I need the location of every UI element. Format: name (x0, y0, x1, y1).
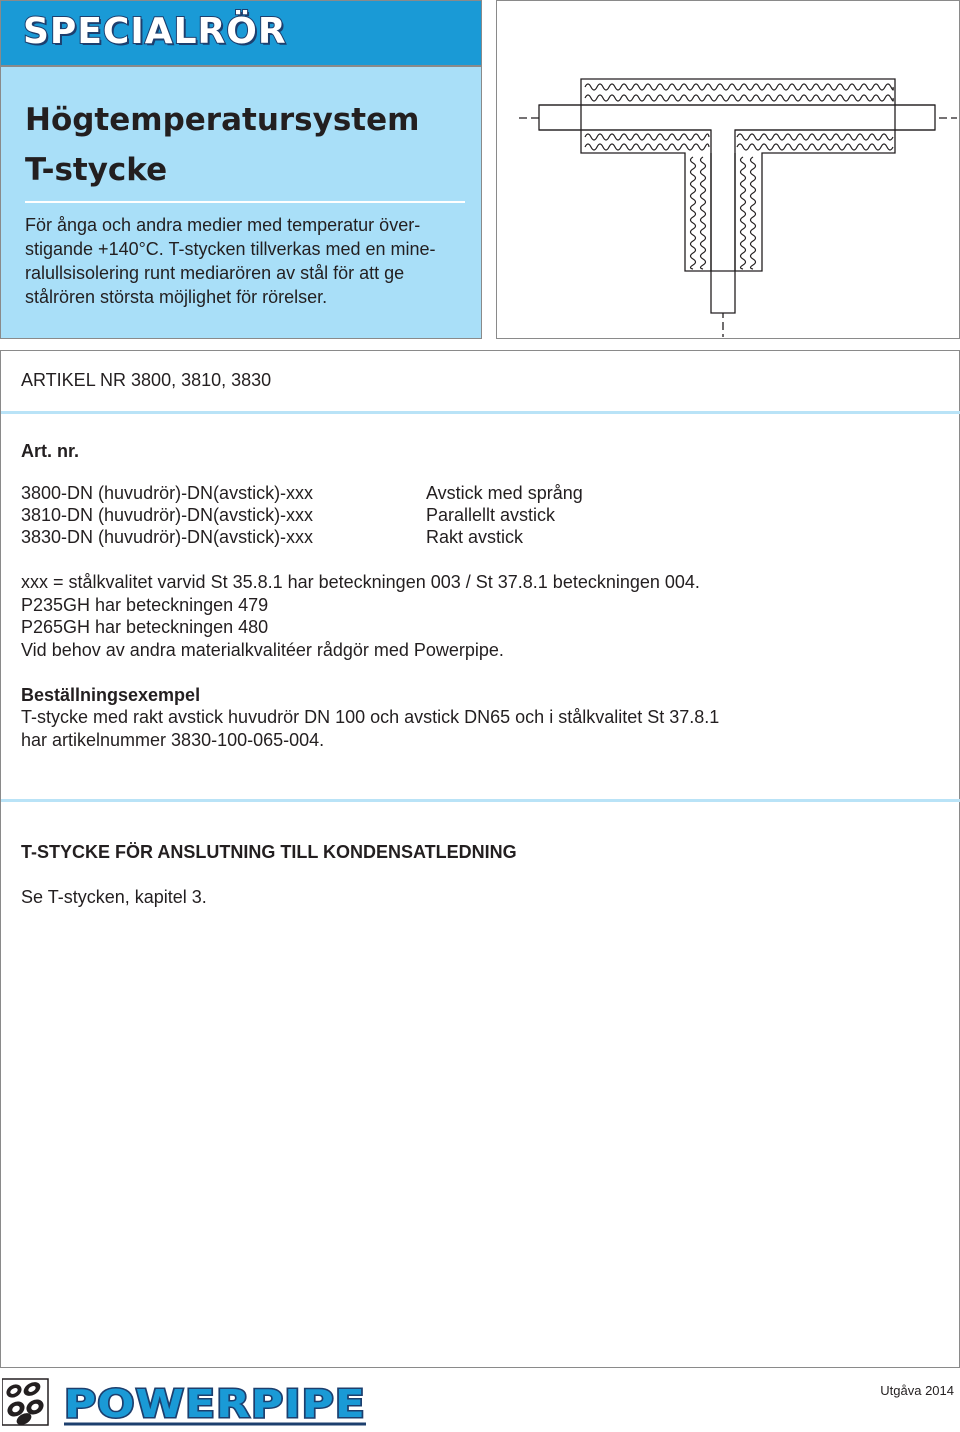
t-piece-drawing (496, 0, 960, 339)
section-divider (1, 799, 960, 802)
art-nr-label: Art. nr. (21, 441, 80, 461)
content-box (0, 350, 960, 1368)
article-desc: Parallellt avstick (426, 505, 556, 525)
insulation-wave (737, 134, 893, 140)
intro-line: stigande +140°C. T-stycken tillverkas med en mine- (25, 239, 436, 259)
insulation-wave (701, 157, 706, 269)
intro-divider (25, 201, 465, 203)
insulation-wave (737, 144, 893, 150)
example-line: T-stycke med rakt avstick huvudrör DN 100 och avstick DN65 och i stålkvalitet St 37.8.1 (21, 707, 720, 727)
section-title-bar (0, 0, 482, 66)
article-desc: Rakt avstick (426, 527, 524, 547)
insulation-wave (585, 84, 893, 90)
section-title: SPECIALRÖR (23, 11, 287, 52)
article-desc: Avstick med språng (426, 483, 583, 503)
insulation-wave (691, 157, 696, 269)
logo-graphic (2, 1377, 372, 1427)
insulation-wave (741, 157, 746, 269)
intro-line: För ånga och andra medier med temperatur över- (25, 215, 421, 235)
product-title-line2: T-stycke (25, 152, 168, 188)
article-code: 3810-DN (huvudrör)-DN(avstick)-xxx (21, 505, 314, 525)
article-code: 3830-DN (huvudrör)-DN(avstick)-xxx (21, 527, 314, 547)
logo-text: POWERPIPE (64, 1382, 366, 1426)
intro-line: ralullsisolering runt mediarören av stål för att ge (25, 263, 405, 283)
intro-line: stålrören största möjlighet för rörelser. (25, 287, 328, 307)
note-line: Vid behov av andra materialkvalitéer rådgör med Powerpipe. (21, 640, 504, 660)
insulation-wave (585, 134, 709, 140)
t-piece-diagram (497, 1, 960, 340)
insulation-wave (751, 157, 756, 269)
note-line: xxx = stålkvalitet varvid St 35.8.1 har beteckningen 003 / St 37.8.1 beteckningen 004. (21, 572, 700, 592)
condensate-heading: T-STYCKE FÖR ANSLUTNING TILL KONDENSATLEDNING (21, 842, 517, 862)
article-heading: ARTIKEL NR 3800, 3810, 3830 (21, 370, 272, 390)
note-line: P235GH har beteckningen 479 (21, 595, 269, 615)
edition-label: Utgåva 2014 (880, 1383, 954, 1398)
example-line: har artikelnummer 3830-100-065-004. (21, 730, 325, 750)
insulation-wave (585, 95, 893, 101)
product-title (25, 95, 419, 195)
note-line: P265GH har beteckningen 480 (21, 617, 269, 637)
intro-description (25, 213, 445, 309)
example-heading: Beställningsexempel (21, 685, 201, 705)
intro-panel (0, 66, 482, 339)
condensate-text: Se T-stycken, kapitel 3. (21, 887, 207, 907)
article-code: 3800-DN (huvudrör)-DN(avstick)-xxx (21, 483, 314, 503)
insulation-wave (585, 144, 709, 150)
powerpipe-logo (2, 1377, 372, 1432)
article-divider (1, 411, 960, 414)
product-title-line1: Högtemperatursystem (25, 102, 420, 138)
